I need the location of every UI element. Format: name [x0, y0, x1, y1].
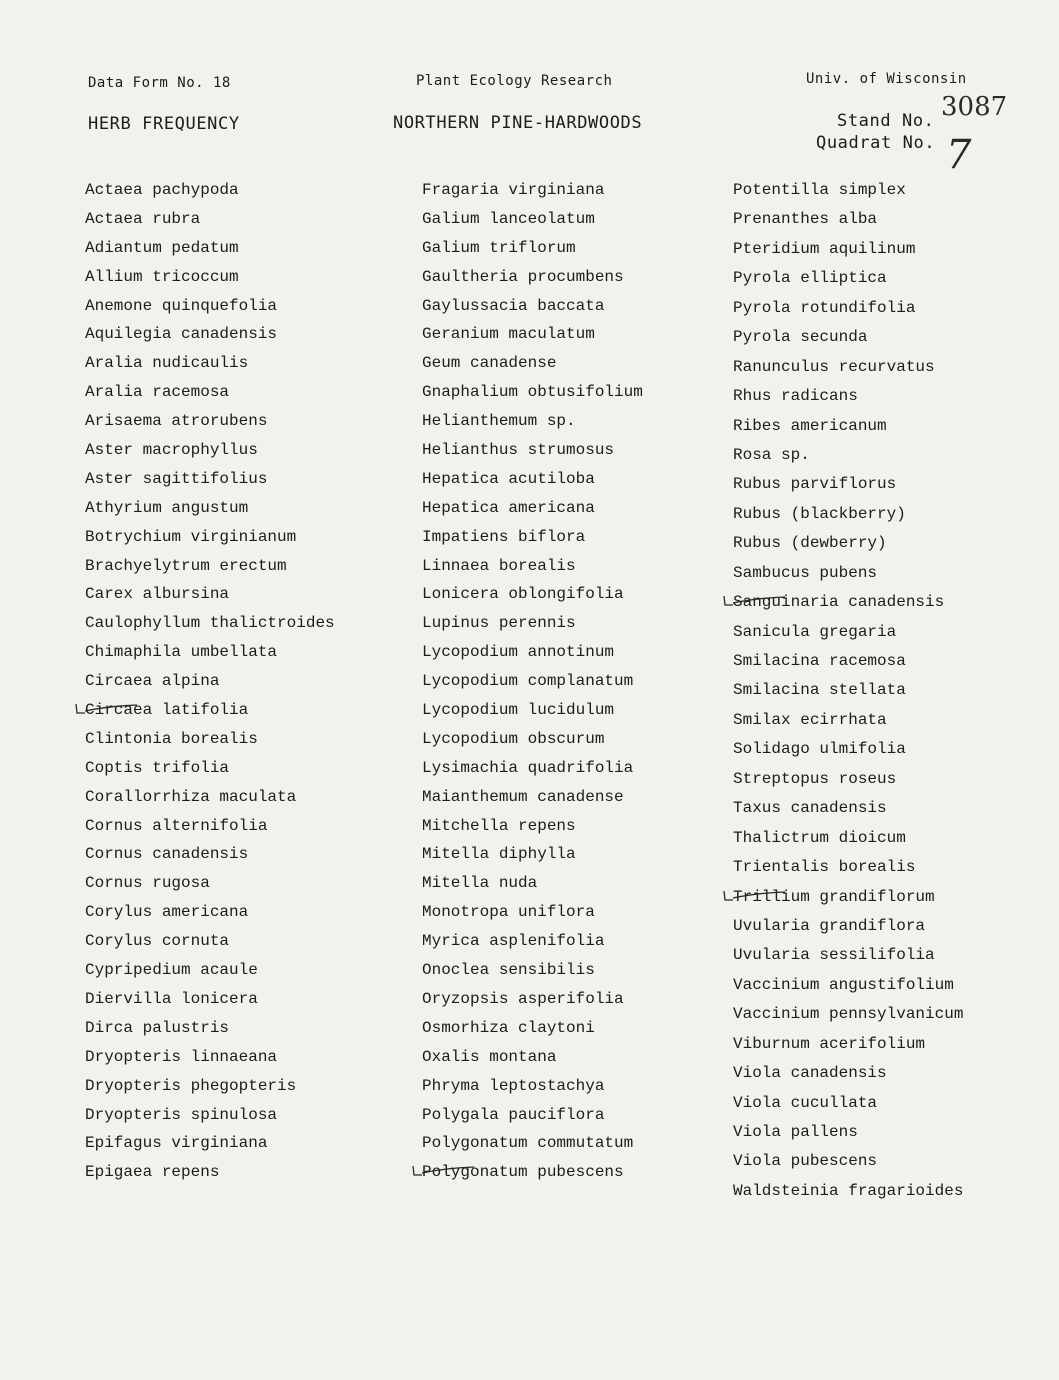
species-name: Clintonia borealis: [85, 729, 258, 748]
species-name: Aralia racemosa: [85, 383, 230, 402]
species-item: [422, 840, 643, 869]
species-item: [85, 812, 335, 841]
species-name: Lupinus perennis: [422, 614, 576, 633]
species-item: [85, 1072, 335, 1101]
species-name: Rhus radicans: [733, 387, 858, 406]
species-item: [422, 1043, 643, 1072]
species-name: Rubus parviflorus: [733, 475, 897, 494]
species-item: [85, 898, 335, 927]
species-name: Cypripedium acaule: [85, 961, 258, 980]
species-name: Chimaphila umbellata: [85, 643, 278, 662]
species-name: Lycopodium lucidulum: [422, 701, 615, 720]
species-name: Polygala pauciflora: [422, 1105, 605, 1124]
species-item: [422, 465, 643, 494]
species-name: Rubus (dewberry): [733, 534, 887, 553]
species-name: Aster macrophyllus: [85, 441, 258, 460]
species-item: [422, 1129, 643, 1158]
species-name: Viola pallens: [733, 1123, 858, 1141]
species-name: Waldsteinia fragarioides: [733, 1181, 964, 1200]
species-item: [422, 320, 643, 349]
species-item: [733, 1059, 963, 1088]
species-item: [733, 1118, 963, 1147]
species-item: [422, 494, 643, 523]
species-name: Adiantum pedatum: [85, 238, 239, 257]
species-name: Corylus americana: [85, 903, 249, 922]
species-name: Hepatica americana: [422, 498, 595, 517]
species-name: Impatiens biflora: [422, 527, 586, 546]
species-item: [733, 1177, 963, 1206]
species-item: [422, 436, 643, 465]
species-name: Diervilla lonicera: [85, 989, 258, 1008]
species-item: [85, 176, 335, 205]
species-item: [733, 559, 963, 588]
species-item: [733, 235, 963, 264]
species-item: [85, 523, 335, 552]
species-name: Dirca palustris: [85, 1018, 230, 1037]
species-name: Linnaea borealis: [422, 556, 576, 575]
species-item: [422, 349, 643, 378]
species-name: Viburnum acerifolium: [733, 1034, 926, 1053]
species-item: [422, 927, 643, 956]
species-item: [85, 320, 335, 349]
species-name: Anemone quinquefolia: [85, 296, 278, 315]
species-name: Maianthemum canadense: [422, 787, 624, 806]
species-item: [733, 912, 963, 941]
species-item: [733, 412, 963, 441]
species-item: [85, 1043, 335, 1072]
species-item: [422, 609, 643, 638]
species-name: Polygonatum pubescens: [422, 1163, 624, 1182]
species-item: [85, 927, 335, 956]
species-column-3: [733, 176, 963, 1206]
species-item: [733, 618, 963, 647]
project-name: Plant Ecology Research: [416, 73, 613, 89]
species-item: [85, 638, 335, 667]
species-name: Athyrium angustum: [85, 498, 249, 517]
species-name: Corylus cornuta: [85, 932, 230, 951]
species-name: Vaccinium angustifolium: [733, 975, 954, 994]
species-item: [733, 500, 963, 529]
species-item: [85, 580, 335, 609]
species-name: Aster sagittifolius: [85, 469, 268, 488]
species-item: [85, 1014, 335, 1043]
species-item: [85, 754, 335, 783]
species-name: Lycopodium annotinum: [422, 643, 615, 662]
species-name: Taxus canadensis: [733, 799, 887, 818]
species-name: Viola cucullata: [733, 1093, 878, 1112]
species-name: Pyrola secunda: [733, 328, 868, 347]
species-item: [422, 985, 643, 1014]
species-item: [85, 234, 335, 263]
species-item: [422, 638, 643, 667]
species-name: Helianthus strumosus: [422, 441, 615, 460]
species-item: [733, 1000, 963, 1029]
species-item: [422, 812, 643, 841]
species-name: Lycopodium complanatum: [422, 672, 634, 691]
species-name: Pteridium aquilinum: [733, 239, 916, 258]
species-item: [422, 234, 643, 263]
species-name: Dryopteris spinulosa: [85, 1105, 278, 1124]
species-name: Hepatica acutiloba: [422, 469, 595, 488]
species-name: Dryopteris phegopteris: [85, 1076, 297, 1095]
species-name: Oxalis montana: [422, 1047, 557, 1066]
species-item: [422, 725, 643, 754]
species-item: [85, 1158, 335, 1187]
species-name: Lysimachia quadrifolia: [422, 758, 634, 777]
species-item: [733, 824, 963, 853]
species-name: Circaea alpina: [85, 672, 220, 691]
species-name: Actaea pachypoda: [85, 181, 239, 199]
species-item: [85, 667, 335, 696]
species-name: Actaea rubra: [85, 209, 201, 228]
species-item: [422, 1101, 643, 1130]
species-item: [422, 176, 643, 205]
species-item: [733, 1030, 963, 1059]
species-name: Circaea latifolia: [85, 701, 249, 720]
species-item: [422, 869, 643, 898]
species-item: [422, 696, 643, 725]
species-name: Dryopteris linnaeana: [85, 1047, 278, 1066]
species-name: Brachyelytrum erectum: [85, 556, 287, 575]
species-item: [733, 205, 963, 234]
species-item: [733, 353, 963, 382]
species-item: [422, 378, 643, 407]
species-name: Arisaema atrorubens: [85, 412, 268, 431]
species-name: Aralia nudicaulis: [85, 354, 249, 373]
species-item: [733, 382, 963, 411]
species-name: Uvularia grandiflora: [733, 916, 926, 935]
stand-value: 3087: [941, 92, 1008, 122]
species-name: Mitchella repens: [422, 816, 576, 835]
species-name: Cornus canadensis: [85, 845, 249, 864]
species-name: Carex albursina: [85, 585, 230, 604]
species-name: Polygonatum commutatum: [422, 1134, 634, 1153]
species-name: Smilacina stellata: [733, 681, 906, 700]
species-item: [733, 971, 963, 1000]
species-item: [733, 470, 963, 499]
species-name: Epifagus virginiana: [85, 1134, 268, 1153]
species-item: [733, 1147, 963, 1176]
species-item: [733, 853, 963, 882]
pencil-check-mark: [410, 1164, 478, 1178]
species-item: [422, 898, 643, 927]
species-item: [422, 754, 643, 783]
institution-name: Univ. of Wisconsin: [806, 71, 967, 87]
species-name: Ribes americanum: [733, 416, 887, 435]
species-item: [85, 609, 335, 638]
species-name: Lonicera oblongifolia: [422, 585, 624, 604]
species-name: Allium tricoccum: [85, 267, 239, 286]
species-item: [85, 407, 335, 436]
species-item: [85, 263, 335, 292]
species-name: Smilax ecirrhata: [733, 710, 887, 729]
species-name: Fragaria virginiana: [422, 181, 605, 199]
species-name: Mitella diphylla: [422, 845, 576, 864]
species-name: Trillium grandiflorum: [733, 887, 935, 906]
species-item: [733, 264, 963, 293]
species-name: Monotropa uniflora: [422, 903, 595, 922]
species-item: [85, 465, 335, 494]
species-item: [733, 794, 963, 823]
species-item: [85, 378, 335, 407]
species-name: Ranunculus recurvatus: [733, 357, 935, 376]
species-item: [733, 176, 963, 205]
species-item: [733, 1089, 963, 1118]
species-item: [422, 292, 643, 321]
species-name: Coptis trifolia: [85, 758, 230, 777]
species-item: [422, 1158, 643, 1187]
quadrat-label: Quadrat No.: [816, 133, 936, 153]
species-item: [422, 1014, 643, 1043]
species-item: [422, 580, 643, 609]
species-item: [733, 647, 963, 676]
species-item: [733, 883, 963, 912]
species-item: [733, 676, 963, 705]
species-name: Trientalis borealis: [733, 858, 916, 877]
species-name: Viola pubescens: [733, 1152, 878, 1171]
species-name: Viola canadensis: [733, 1064, 887, 1083]
species-name: Gaylussacia baccata: [422, 296, 605, 315]
species-column-1: [85, 176, 335, 1187]
species-name: Gaultheria procumbens: [422, 267, 624, 286]
species-item: [422, 667, 643, 696]
species-name: Pyrola elliptica: [733, 269, 887, 288]
species-item: [733, 441, 963, 470]
species-name: Corallorrhiza maculata: [85, 787, 297, 806]
species-name: Thalictrum dioicum: [733, 828, 906, 847]
species-name: Mitella nuda: [422, 874, 538, 893]
form-title: HERB FREQUENCY: [88, 114, 240, 134]
species-item: [85, 205, 335, 234]
species-name: Myrica asplenifolia: [422, 932, 605, 951]
species-name: Vaccinium pennsylvanicum: [733, 1005, 964, 1024]
species-name: Oryzopsis asperifolia: [422, 989, 624, 1008]
species-item: [422, 407, 643, 436]
species-item: [85, 696, 335, 725]
pencil-check-mark: [73, 702, 141, 716]
species-item: [733, 529, 963, 558]
species-item: [85, 840, 335, 869]
species-item: [733, 706, 963, 735]
species-item: [85, 436, 335, 465]
species-item: [85, 1129, 335, 1158]
species-name: Sanicula gregaria: [733, 622, 897, 641]
species-item: [85, 783, 335, 812]
species-name: Geranium maculatum: [422, 325, 595, 344]
species-name: Potentilla simplex: [733, 181, 906, 199]
species-item: [85, 552, 335, 581]
species-name: Prenanthes alba: [733, 210, 878, 229]
pencil-check-mark: [721, 594, 789, 608]
species-name: Caulophyllum thalictroides: [85, 614, 335, 633]
species-name: Aquilegia canadensis: [85, 325, 278, 344]
species-name: Smilacina racemosa: [733, 652, 906, 670]
species-name: Galium lanceolatum: [422, 209, 595, 228]
species-item: [733, 323, 963, 352]
species-name: Phryma leptostachya: [422, 1076, 605, 1095]
quadrat-value: 7: [946, 132, 972, 178]
species-name: Uvularia sessilifolia: [733, 946, 935, 965]
species-name: Gnaphalium obtusifolium: [422, 383, 643, 402]
species-item: [422, 205, 643, 234]
species-item: [422, 783, 643, 812]
community-title: NORTHERN PINE-HARDWOODS: [393, 113, 643, 133]
species-item: [422, 552, 643, 581]
pencil-check-mark: [721, 889, 789, 903]
species-name: Pyrola rotundifolia: [733, 298, 916, 317]
species-name: Sambucus pubens: [733, 563, 878, 582]
species-name: Epigaea repens: [85, 1163, 220, 1182]
species-item: [85, 494, 335, 523]
species-name: Galium triflorum: [422, 238, 576, 257]
species-name: Rubus (blackberry): [733, 504, 906, 523]
species-item: [85, 292, 335, 321]
species-name: Geum canadense: [422, 354, 557, 373]
species-name: Botrychium virginianum: [85, 527, 297, 546]
species-item: [733, 588, 963, 617]
species-name: Osmorhiza claytoni: [422, 1018, 595, 1037]
form-number: Data Form No. 18: [88, 75, 231, 91]
species-name: Helianthemum sp.: [422, 412, 576, 431]
species-item: [422, 1072, 643, 1101]
species-name: Streptopus roseus: [733, 769, 897, 788]
species-name: Lycopodium obscurum: [422, 729, 605, 748]
species-item: [733, 735, 963, 764]
species-name: Cornus alternifolia: [85, 816, 268, 835]
species-item: [85, 725, 335, 754]
species-item: [733, 294, 963, 323]
species-item: [85, 1101, 335, 1130]
species-item: [85, 869, 335, 898]
species-item: [422, 263, 643, 292]
species-name: Rosa sp.: [733, 445, 810, 464]
species-name: Sanguinaria canadensis: [733, 593, 945, 612]
species-item: [733, 765, 963, 794]
stand-label: Stand No.: [837, 111, 935, 131]
species-name: Solidago ulmifolia: [733, 740, 906, 759]
species-item: [422, 956, 643, 985]
species-name: Onoclea sensibilis: [422, 961, 595, 980]
species-name: Cornus rugosa: [85, 874, 210, 893]
species-item: [422, 523, 643, 552]
species-item: [85, 956, 335, 985]
species-item: [85, 985, 335, 1014]
species-item: [85, 349, 335, 378]
species-column-2: [422, 176, 643, 1187]
species-item: [733, 941, 963, 970]
